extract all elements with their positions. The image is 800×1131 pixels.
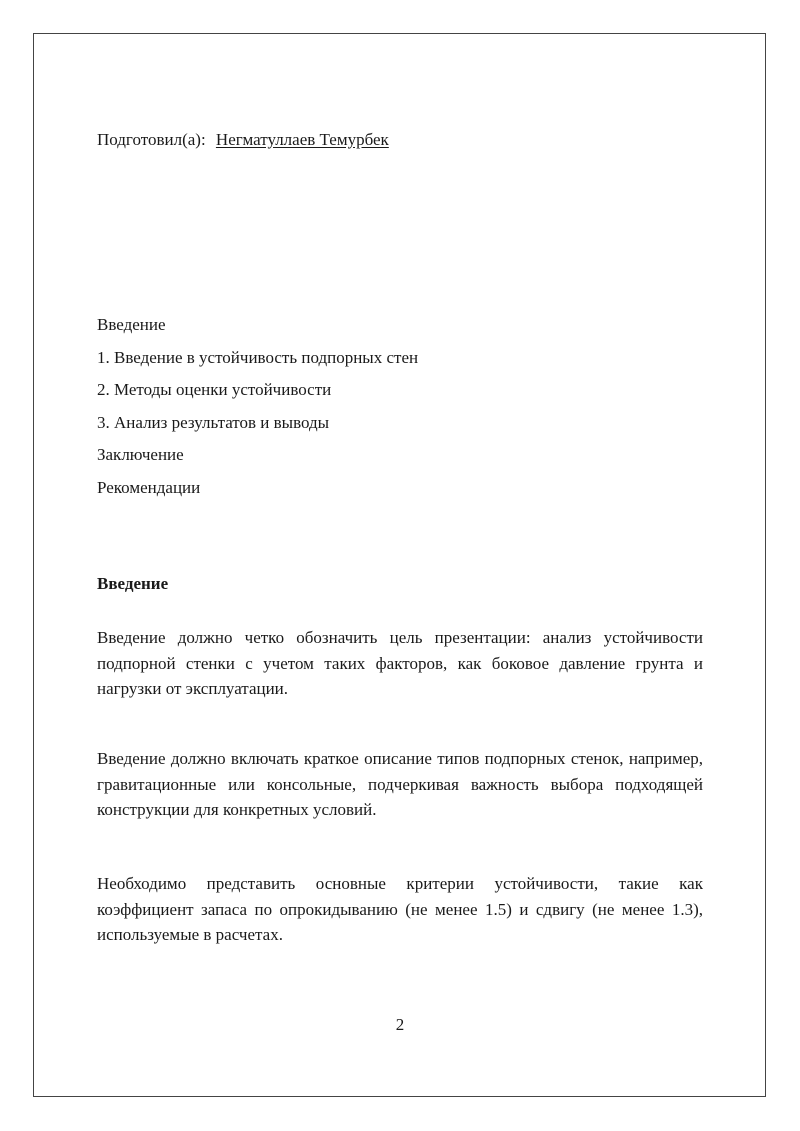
toc-item-2: 2. Методы оценки устойчивости: [97, 380, 332, 400]
toc-item-recommendations: Рекомендации: [97, 477, 201, 497]
toc-item-3: 3. Анализ результатов и выводы: [97, 412, 330, 432]
paragraph-3: Необходимо представить основные критерии устойчивости, такие как коэффициент запаса по опрокидыванию (не менее 1.5) и сдвигу (не менее 1.3), используемые в расчетах.: [97, 874, 703, 944]
toc-item-introduction: Введение: [97, 315, 166, 334]
prepared-by-label: Подготовил(а):: [97, 130, 206, 149]
prepared-by-line: [97, 129, 389, 151]
paragraph-2: Введение должно включать краткое описание типов подпорных стенок, например, гравитационные или консольные, подчеркивая важность выбора подходящей конструкции для конкретных условий.: [97, 749, 703, 819]
page-number: 2: [395, 1015, 405, 1034]
table-of-contents: [97, 314, 418, 510]
paragraph-1: Введение должно четко обозначить цель презентации: анализ устойчивости подпорной стенки с учетом таких факторов, как боковое давление грунта и нагрузки от эксплуатации.: [97, 628, 703, 698]
toc-item-1: 1. Введение в устойчивость подпорных стен: [97, 347, 419, 367]
section-heading: Введение: [97, 574, 169, 593]
author-name: Негматуллаев Темурбек: [215, 130, 389, 149]
toc-item-conclusion: Заключение: [97, 445, 184, 465]
